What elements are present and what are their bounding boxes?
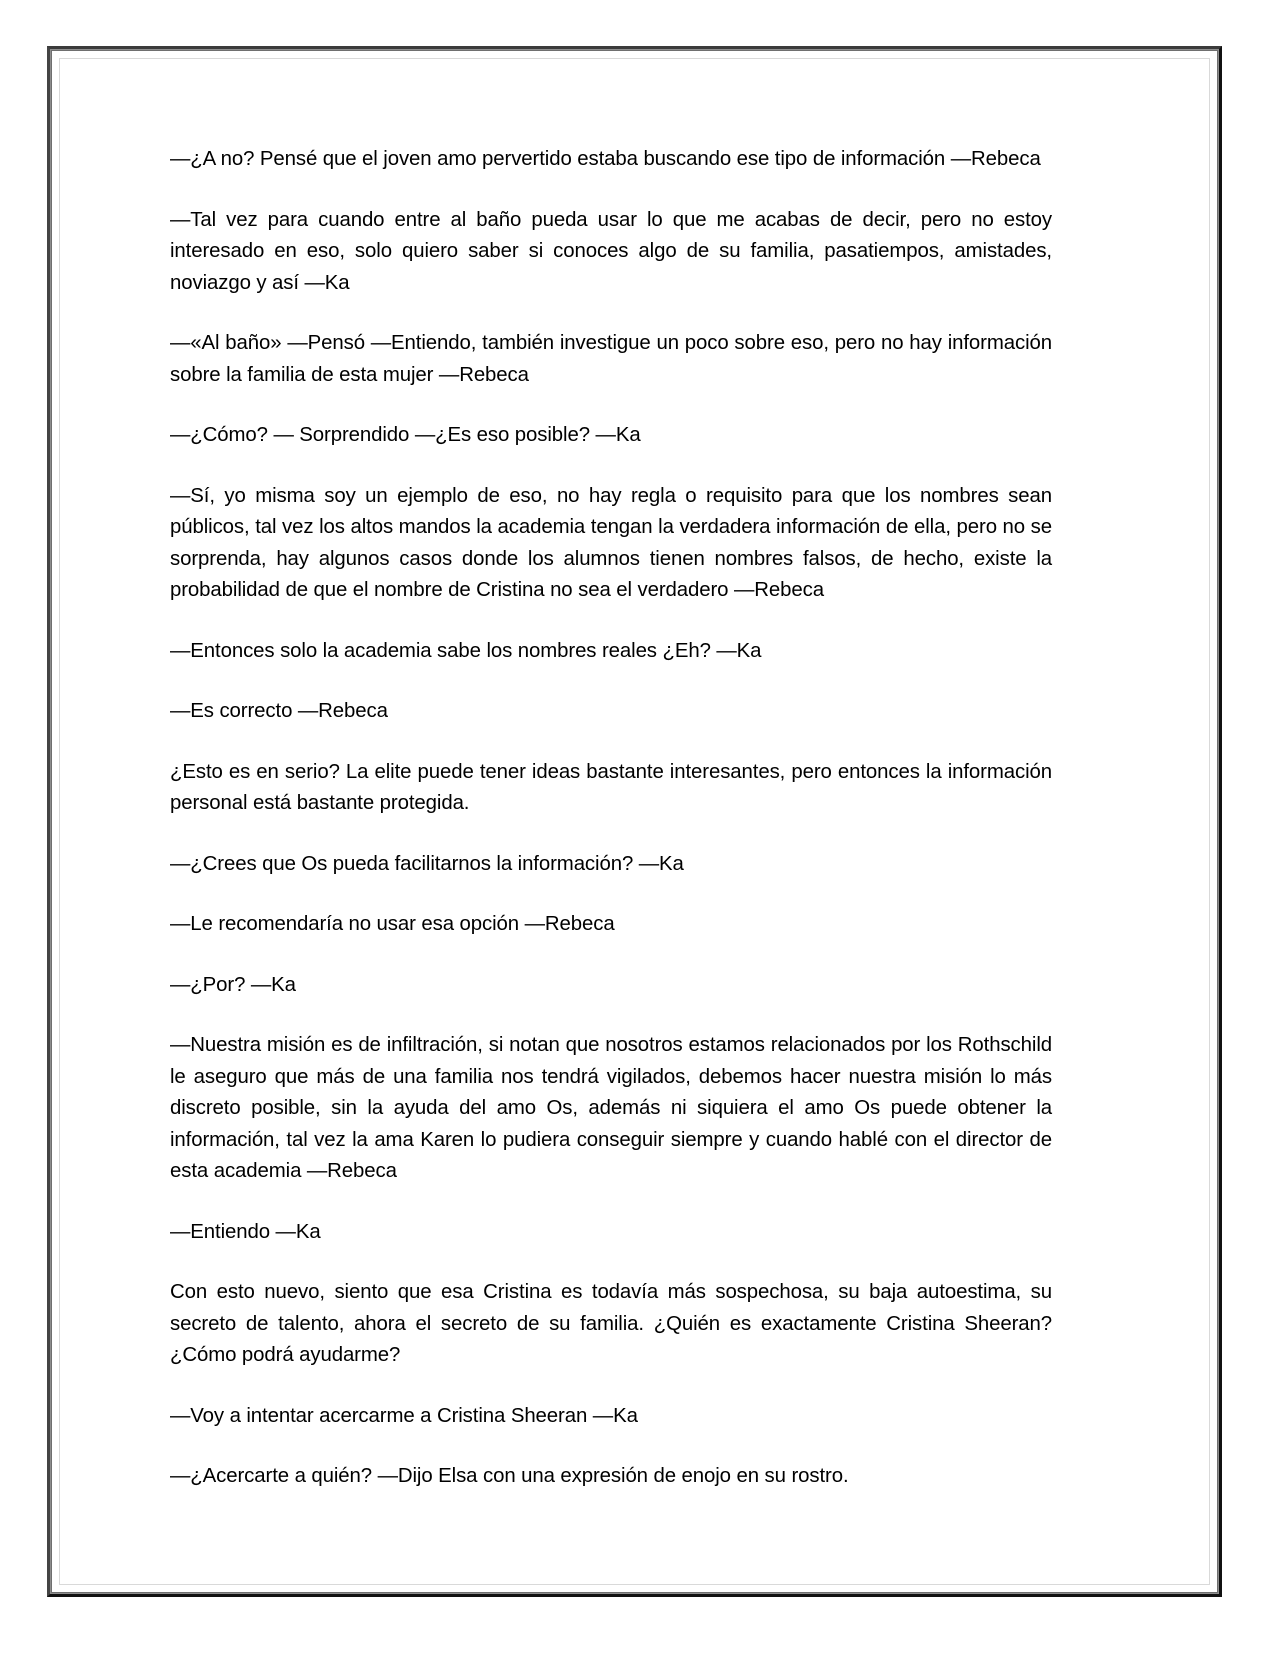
paragraph: —Es correcto —Rebeca [170, 700, 388, 722]
paragraph: —¿Cómo? — Sorprendido —¿Es eso posible? —Ka [170, 424, 641, 446]
paragraph: —Le recomendaría no usar esa opción —Rebeca [170, 913, 615, 935]
document-frame [47, 46, 1222, 1597]
paragraph: —Sí, yo misma soy un ejemplo de eso, no hay regla o requisito para que los nombres sean públicos, tal vez los altos mandos la academia tengan la verdadera información de ella, pero no se sorprenda, hay algunos casos donde los alumnos tienen nombres falsos, de hecho, existe la probabilidad de que el nombre de Cristina no sea el verdadero —Rebeca [170, 484, 1052, 601]
paragraph: —Nuestra misión es de infiltración, si notan que nosotros estamos relacionados por los Rothschild le aseguro que más de una familia nos tendrá vigilados, debemos hacer nuestra misión lo más discreto posible, sin la ayuda del amo Os, además ni siquiera el amo Os puede obtener la información, tal vez la ama Karen lo pudiera conseguir siempre y cuando hablé con el director de esta academia —Rebeca [170, 1034, 1052, 1182]
document-frame-inner [60, 59, 1209, 1584]
paragraph: Con esto nuevo, siento que esa Cristina es todavía más sospechosa, su baja autoestima, su secreto de talento, ahora el secreto de su familia. ¿Quién es exactamente Cristina Sheeran? ¿Cómo podrá ayudarme? [170, 1281, 1052, 1366]
text-column [170, 144, 1052, 1493]
paragraph: —Tal vez para cuando entre al baño pueda usar lo que me acabas de decir, pero no estoy interesado en eso, solo quiero saber si conoces algo de su familia, pasatiempos, amistades, noviazgo y así —Ka [170, 208, 1052, 294]
paragraph: —Entiendo —Ka [170, 1220, 321, 1243]
paragraph: —¿Acercarte a quién? —Dijo Elsa con una expresión de enojo en su rostro. [170, 1465, 849, 1487]
paragraph: —¿A no? Pensé que el joven amo pervertido estaba buscando ese tipo de información —Rebeca [170, 148, 1041, 170]
paragraph: —¿Por? —Ka [170, 973, 296, 996]
paragraph: —¿Crees que Os pueda facilitarnos la información? —Ka [170, 852, 684, 875]
paragraph: —Voy a intentar acercarme a Cristina Sheeran —Ka [170, 1404, 638, 1427]
paragraph: ¿Esto es en serio? La elite puede tener ideas bastante interesantes, pero entonces la información personal está bastante protegida. [170, 760, 1052, 814]
paragraph: —«Al baño» —Pensó —Entiendo, también investigue un poco sobre eso, pero no hay información sobre la familia de esta mujer —Rebeca [170, 332, 1052, 386]
paragraph: —Entonces solo la academia sabe los nombres reales ¿Eh? —Ka [170, 639, 762, 662]
